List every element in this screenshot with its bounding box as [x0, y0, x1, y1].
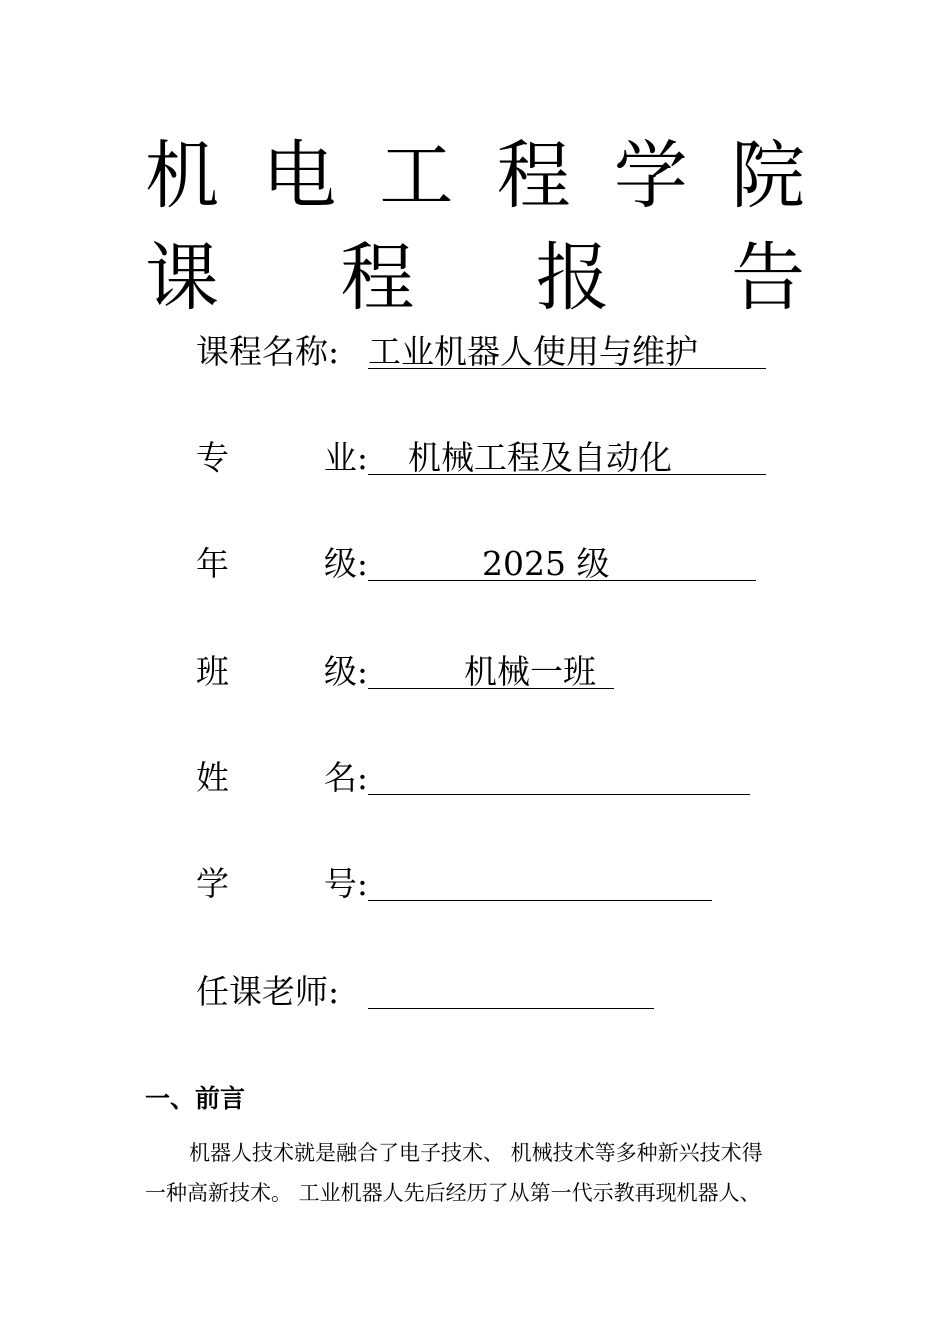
label-char: 姓	[196, 758, 229, 797]
label-char: 级:	[323, 652, 368, 691]
label-char: 专	[196, 438, 229, 477]
title-char: 程	[496, 133, 571, 219]
title-char: 学	[613, 133, 688, 219]
major-input[interactable]	[368, 436, 766, 475]
student-id-label	[196, 862, 368, 906]
label-char: 业:	[323, 438, 368, 477]
name-input[interactable]	[368, 756, 750, 795]
grade-input[interactable]	[368, 542, 756, 581]
label-char: 名:	[323, 758, 368, 797]
teacher-input[interactable]	[368, 970, 654, 1009]
label-text: 任课老师:	[196, 972, 340, 1011]
teacher-label	[196, 970, 368, 1014]
section-heading: 一、前言	[145, 1084, 246, 1113]
grade-label	[196, 542, 368, 586]
course-name-label	[196, 330, 368, 374]
title-char: 院	[730, 133, 805, 219]
title-char: 电	[262, 133, 337, 219]
title-char: 课	[145, 235, 219, 321]
college-title	[145, 134, 805, 218]
label-char: 级:	[323, 544, 368, 583]
title-char: 报	[535, 235, 610, 321]
title-char: 程	[340, 235, 415, 321]
label-text: 课程名称:	[196, 332, 340, 371]
course-name-input[interactable]	[368, 330, 766, 369]
paragraph-line: 机器人技术就是融合了电子技术、 机械技术等多种新兴技术得	[189, 1141, 763, 1165]
label-char: 号:	[323, 864, 368, 903]
title-char: 告	[730, 235, 805, 321]
title-char: 机	[145, 133, 219, 219]
class-value: 机械一班	[464, 652, 596, 691]
class-input[interactable]	[368, 650, 614, 689]
student-id-input[interactable]	[368, 862, 712, 901]
paragraph-line: 一种高新技术。 工业机器人先后经历了从第一代示教再现机器人、	[145, 1181, 761, 1205]
grade-value: 2025 级	[482, 544, 610, 583]
report-title	[145, 236, 805, 320]
label-char: 年	[196, 544, 229, 583]
course-name-value: 工业机器人使用与维护	[368, 332, 698, 371]
name-label	[196, 756, 368, 800]
label-char: 班	[196, 652, 229, 691]
major-value: 机械工程及自动化	[408, 438, 672, 477]
class-label	[196, 650, 368, 694]
label-char: 学	[196, 864, 229, 903]
major-label	[196, 436, 368, 480]
title-char: 工	[379, 133, 454, 219]
